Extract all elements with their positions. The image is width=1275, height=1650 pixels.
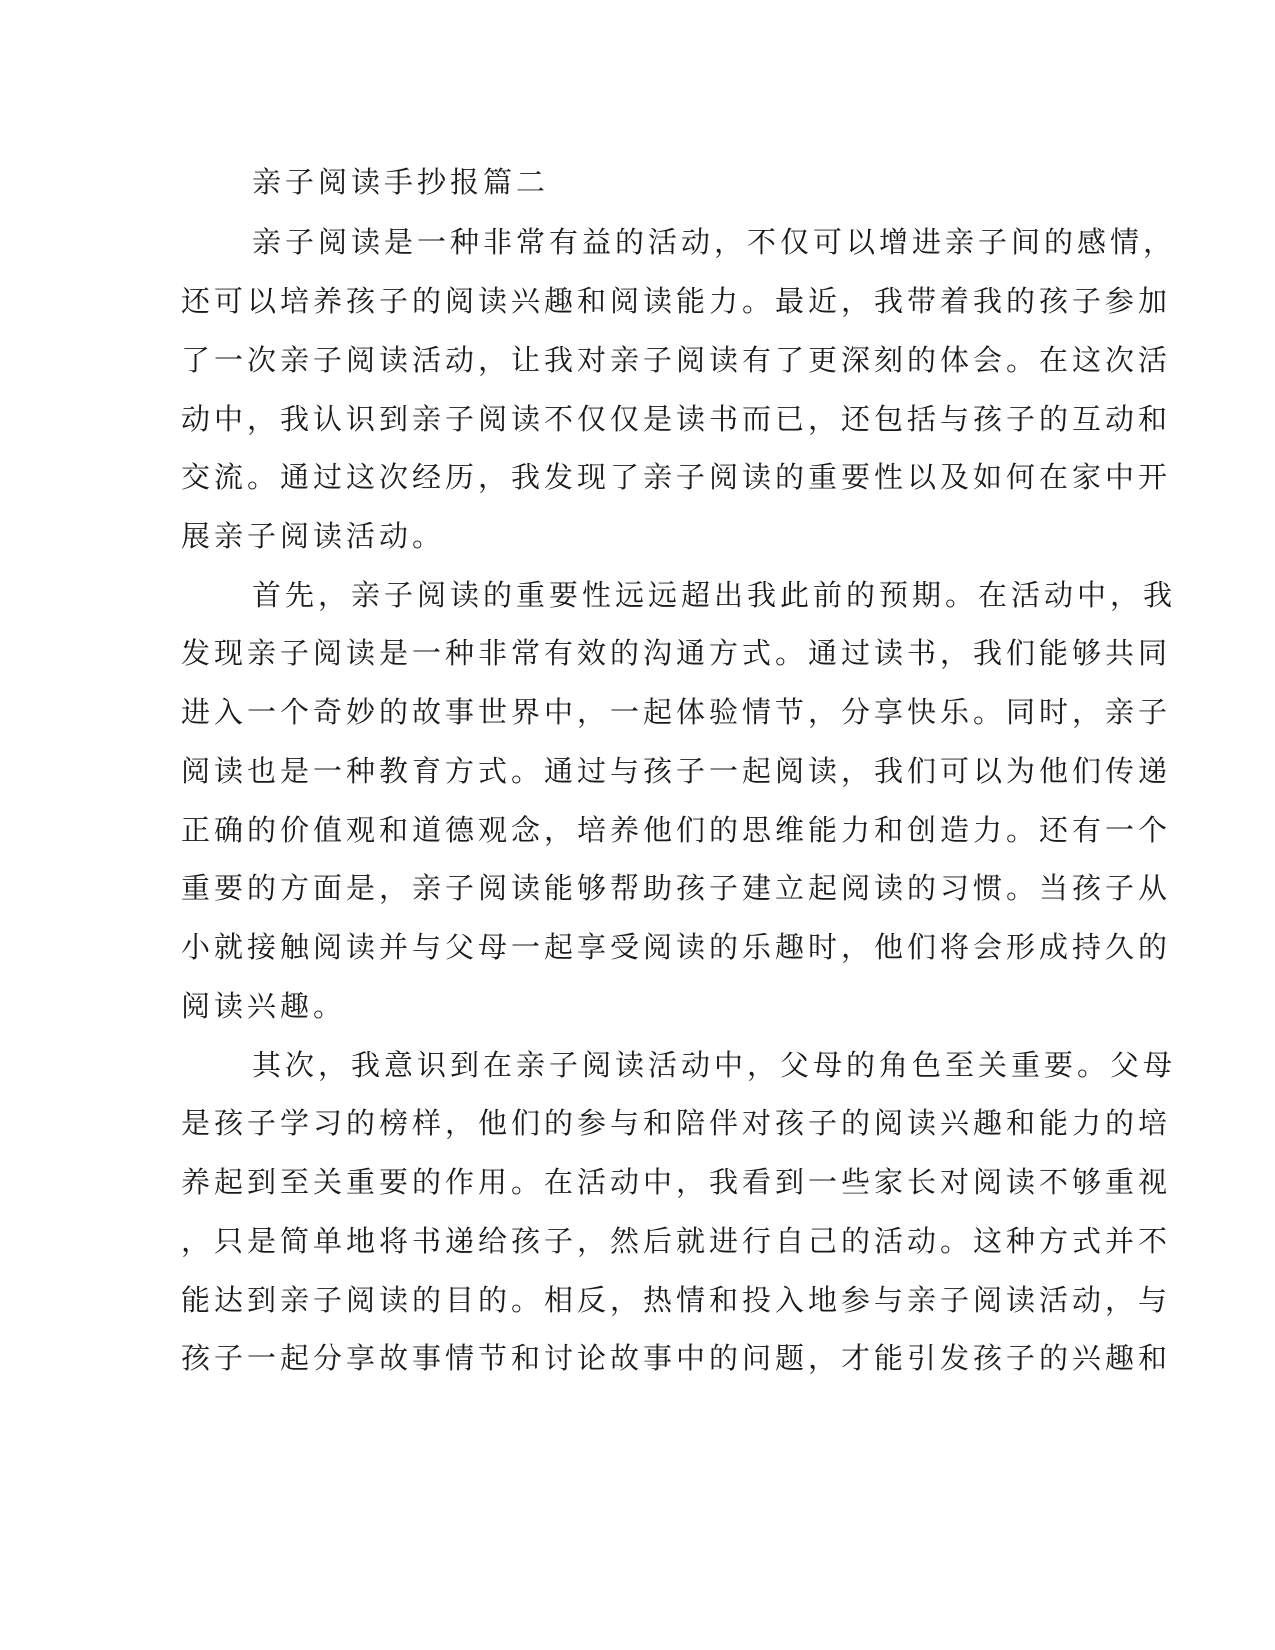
text-line: 亲子阅读是一种非常有益的活动，不仅可以增进亲子间的感情，: [252, 225, 1177, 259]
text-line: 小就接触阅读并与父母一起享受阅读的乐趣时，他们将会形成持久的: [181, 930, 1172, 964]
text-line: 孩子一起分享故事情节和讨论故事中的问题，才能引发孩子的兴趣和: [181, 1341, 1172, 1375]
text-line: 进入一个奇妙的故事世界中，一起体验情节，分享快乐。同时，亲子: [181, 695, 1172, 729]
text-line: 能达到亲子阅读的目的。相反，热情和投入地参与亲子阅读活动，与: [181, 1283, 1172, 1317]
text-line: 其次，我意识到在亲子阅读活动中，父母的角色至关重要。父母: [252, 1048, 1177, 1082]
text-line: 还可以培养孩子的阅读兴趣和阅读能力。最近，我带着我的孩子参加: [181, 284, 1172, 318]
text-line: 交流。通过这次经历，我发现了亲子阅读的重要性以及如何在家中开: [181, 460, 1172, 494]
heading-text: 亲子阅读手抄报篇二: [252, 165, 550, 199]
text-line: ，只是简单地将书递给孩子，然后就进行自己的活动。这种方式并不: [181, 1224, 1172, 1258]
text-line: 重要的方面是，亲子阅读能够帮助孩子建立起阅读的习惯。当孩子从: [181, 871, 1172, 905]
text-line: 是孩子学习的榜样，他们的参与和陪伴对孩子的阅读兴趣和能力的培: [181, 1106, 1172, 1140]
text-line: 首先，亲子阅读的重要性远远超出我此前的预期。在活动中，我: [252, 578, 1177, 612]
text-line: 展亲子阅读活动。: [181, 519, 446, 553]
text-line: 养起到至关重要的作用。在活动中，我看到一些家长对阅读不够重视: [181, 1165, 1172, 1199]
text-line: 动中，我认识到亲子阅读不仅仅是读书而已，还包括与孩子的互动和: [181, 402, 1172, 436]
text-line: 正确的价值观和道德观念，培养他们的思维能力和创造力。还有一个: [181, 813, 1172, 847]
text-line: 阅读兴趣。: [181, 989, 347, 1023]
text-line: 阅读也是一种教育方式。通过与孩子一起阅读，我们可以为他们传递: [181, 754, 1172, 788]
text-line: 发现亲子阅读是一种非常有效的沟通方式。通过读书，我们能够共同: [181, 636, 1172, 670]
text-line: 了一次亲子阅读活动，让我对亲子阅读有了更深刻的体会。在这次活: [181, 343, 1172, 377]
